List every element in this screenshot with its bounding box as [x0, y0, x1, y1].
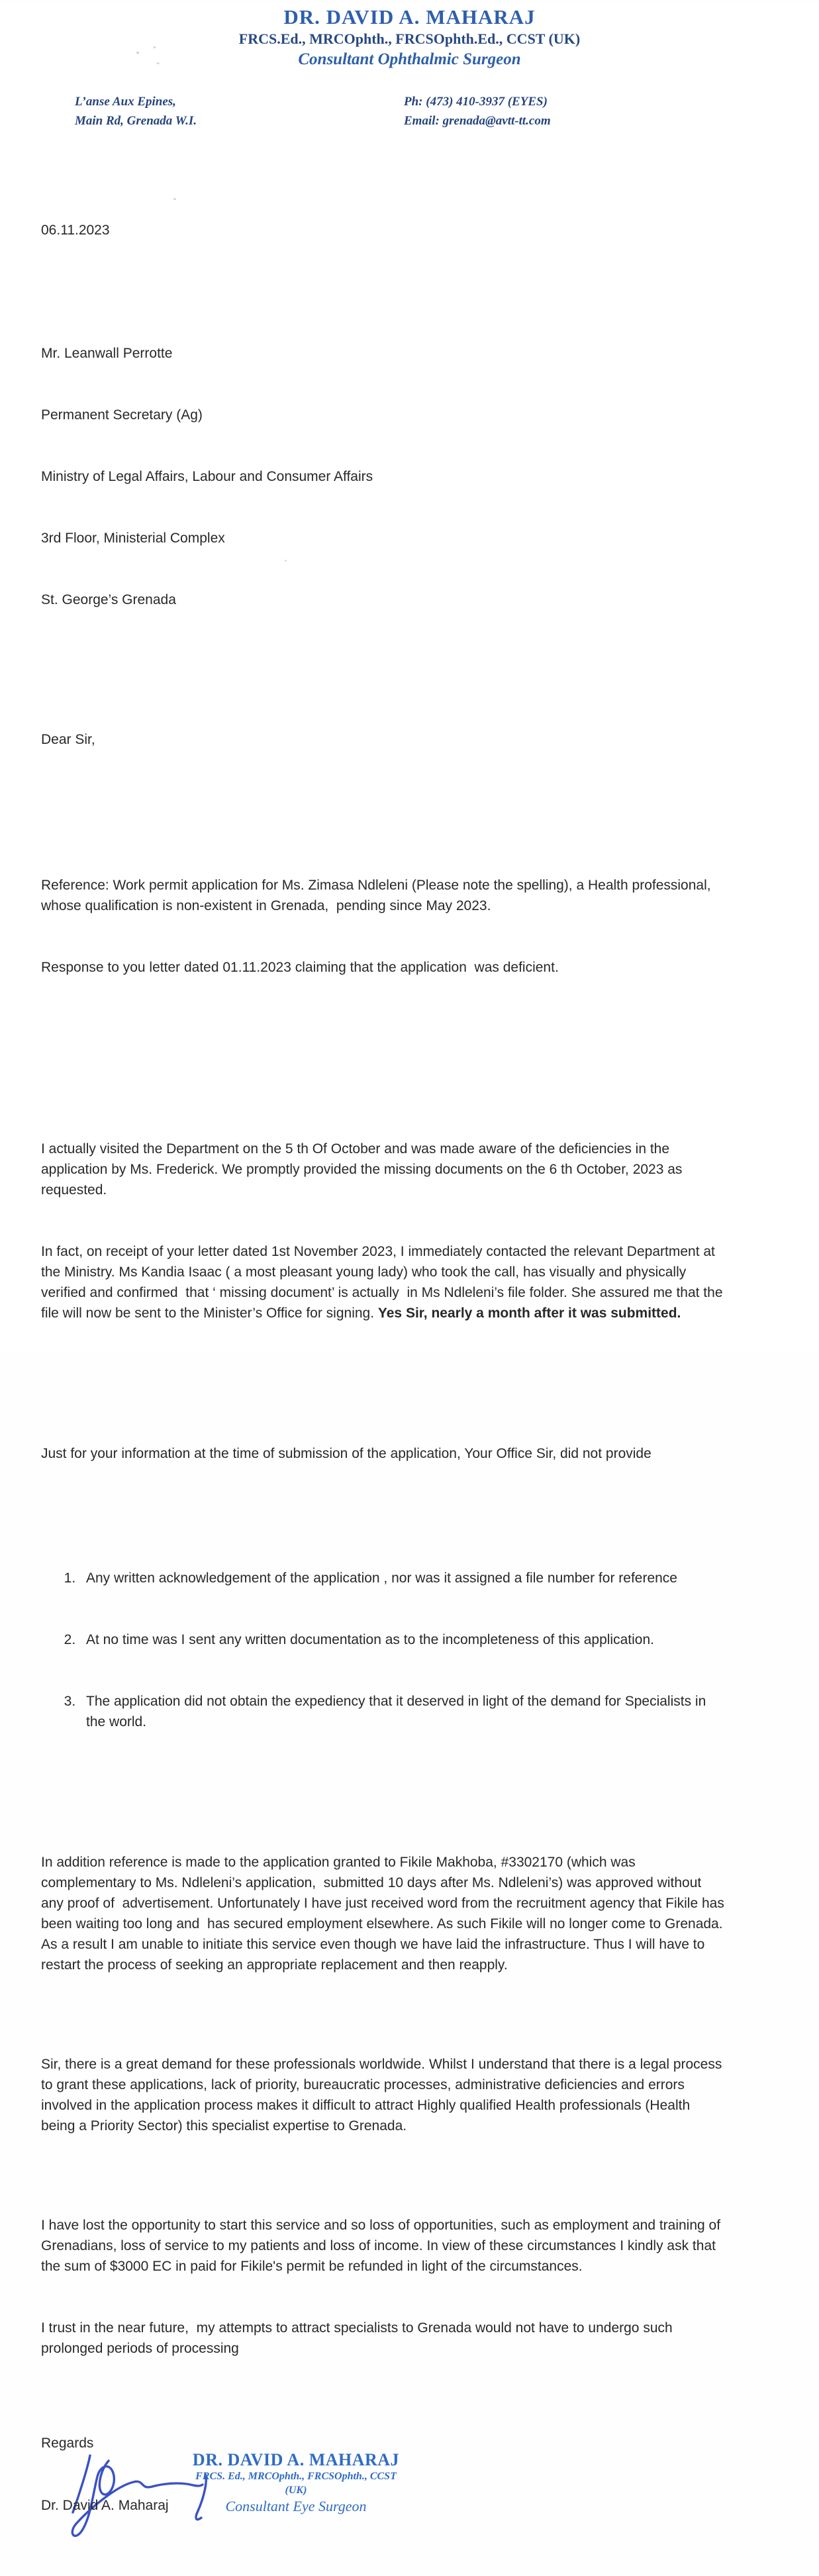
- paragraph-fikile: In addition reference is made to the application granted to Fikile Makhoba, #3302170 (which was complementary to Ms. Ndleleni’s application, submitted 10 days after Ms. Ndleleni’s) was approved without any proof of advertisement. Unfortunately I have just received word from the recruitment agency that Fikile has been waiting too long and has secured employment elsewhere. As such Fikile will no longer come to Grenada. As a result I am unable to initiate this service even though we have laid the infrastructure. Thus I will have to restart the process of seeking an appropriate replacement and then reapply.: [41, 1855, 730, 1973]
- scan-speck: [136, 52, 139, 54]
- scan-speck: [285, 560, 287, 562]
- letterhead-contact-row: [0, 92, 819, 130]
- closing-block: [41, 2424, 637, 2576]
- recipient-block: [41, 302, 726, 651]
- paragraph-visit-normal: In fact, on receipt of your letter dated 1st November 2023, I immediately contacted the relevant Department at the Ministry. Ms Kandia Isaac ( a most pleasant young lady) who took the call, has visually and physically verified and confirmed that ‘ missing document’ is actually in Ms Ndleleni’s file folder. She assured me that the file will now be sent to the Minister’s Office for signing.: [41, 1244, 727, 1321]
- recipient-line: Permanent Secretary (Ag): [41, 407, 203, 423]
- deficiency-list: [41, 1527, 726, 1773]
- paragraph-info-intro: Just for your information at the time of submission of the application, Your Office Sir, did not provide: [41, 1446, 651, 1461]
- letterhead-credentials: FRCS.Ed., MRCOphth., FRCSOphth.Ed., CCST (UK): [238, 30, 581, 47]
- list-item: 1. Any written acknowledgement of the application , nor was it assigned a file number for reference: [79, 1568, 726, 1588]
- recipient-line: Mr. Leanwall Perrotte: [41, 346, 173, 361]
- letter-page: [0, 5, 819, 2514]
- email-line: Email: grenada@avtt-tt.com: [404, 114, 551, 128]
- paragraph-demand: Sir, there is a great demand for these professionals worldwide. Whilst I understand that there is a legal process to grant these applications, lack of priority, bureaucratic processes, administrative deficiencies and errors involved in the application process makes it difficult to attract Highly qualified Health professionals (Health being a Priority Sector) this specialist expertise to Grenada.: [41, 2057, 726, 2134]
- scan-speck: [154, 46, 156, 48]
- phone-line: Ph: (473) 410-3937 (EYES): [404, 95, 548, 109]
- letter-body: [41, 130, 730, 2400]
- letterhead-phone-email: [404, 92, 682, 130]
- stamp-title: Consultant Eye Surgeon: [225, 2498, 367, 2514]
- scan-speck: [173, 198, 176, 200]
- letterhead-name: DR. DAVID A. MAHARAJ: [283, 5, 536, 28]
- scan-speck: [156, 62, 160, 64]
- recipient-line: St. George’s Grenada: [41, 592, 176, 607]
- signature-stamp: [190, 2450, 402, 2515]
- paragraph-trust: I trust in the near future, my attempts to attract specialists to Grenada would not have to undergo such prolonged periods of processing: [41, 2320, 677, 2356]
- paragraph-visit-part1: I actually visited the Department on the 5 th Of October and was made aware of the deficiencies in the application by Ms. Frederick. We promptly provided the missing documents on the 6 th October, 2023 as requested.: [41, 1141, 687, 1198]
- paragraph-visit-bold: Yes Sir, nearly a month after it was submitted.: [377, 1306, 681, 1321]
- regards: Regards: [41, 2436, 94, 2451]
- paragraph-visit-part2: [41, 1241, 726, 1323]
- paragraph-visit: [41, 1098, 726, 1365]
- address-line-1: L’anse Aux Epines,: [75, 95, 176, 109]
- list-item: 2. At no time was I sent any written documentation as to the incompleteness of this application.: [79, 1629, 726, 1650]
- reference-paragraph: [41, 834, 726, 1019]
- letterhead-title: Consultant Ophthalmic Surgeon: [298, 50, 521, 68]
- stamp-credentials: FRCS. Ed., MRCOphth., FRCSOphth., CCST (UK): [195, 2471, 397, 2496]
- letter-date: 06.11.2023: [41, 223, 110, 238]
- paragraph-loss: I have lost the opportunity to start this service and so loss of opportunities, such as employment and training of Grenadians, loss of service to my patients and loss of income. In view of these circumstances I kindly ask that the sum of $3000 EC in paid for Fikile's permit be refunded in light of the circumstances.: [41, 2218, 724, 2274]
- reference-line-1: Reference: Work permit application for Ms. Zimasa Ndleleni (Please note the spelling), a Health professional, whose qualification is non-existent in Grenada, pending since May 2023.: [41, 878, 715, 913]
- address-line-2: Main Rd, Grenada W.I.: [75, 114, 197, 128]
- recipient-line: Ministry of Legal Affairs, Labour and Consumer Affairs: [41, 469, 373, 484]
- letterhead-address: [75, 92, 273, 130]
- signer-typed-name: Dr. David A. Maharaj: [41, 2498, 169, 2513]
- recipient-line: 3rd Floor, Ministerial Complex: [41, 531, 225, 546]
- reference-line-2: Response to you letter dated 01.11.2023 claiming that the application was deficient.: [41, 960, 559, 975]
- list-item: 3. The application did not obtain the expediency that it deserved in light of the demand for Specialists in the world.: [79, 1691, 726, 1732]
- stamp-name: DR. DAVID A. MAHARAJ: [192, 2450, 400, 2469]
- salutation: Dear Sir,: [41, 732, 95, 747]
